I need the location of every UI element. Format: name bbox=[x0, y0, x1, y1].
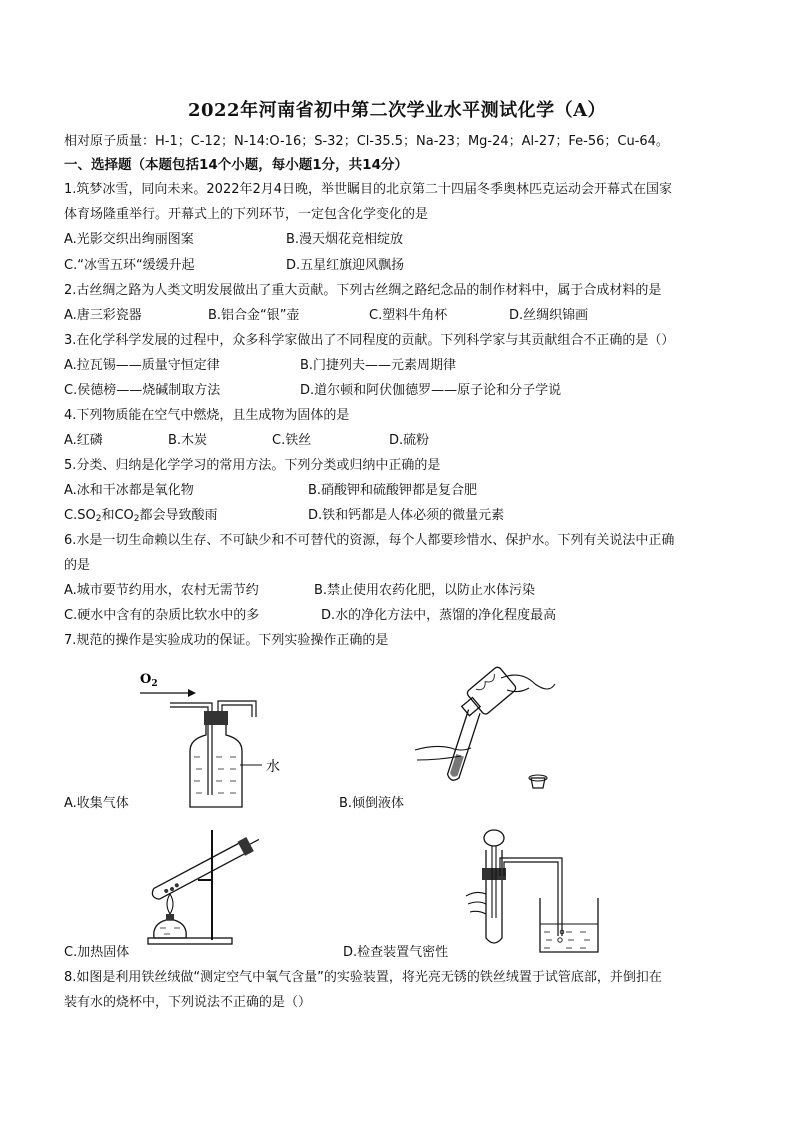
svg-text:O2: $O_2$ bbox=[140, 672, 158, 689]
q1-option-c: C.“冰雪五环“缓缓升起 bbox=[64, 258, 195, 273]
q5-stem: 5.分类、归纳是化学学习的常用方法。下列分类或归纳中正确的是 bbox=[64, 458, 441, 473]
q3-option-a: A.拉瓦锡——质量守恒定律 bbox=[64, 358, 220, 373]
section-heading: 一、选择题（本题包括14个小题，每小题1分，共14分） bbox=[64, 157, 408, 173]
q4-option-d: D.硫粉 bbox=[389, 433, 430, 448]
page-title: 2022年河南省初中第二次学业水平测试化学（A） bbox=[187, 100, 607, 121]
q8-stem-line2: 装有水的烧杯中，下列说法不正确的是（） bbox=[64, 995, 312, 1010]
q2-option-b: B.铝合金“银”壶 bbox=[208, 308, 300, 323]
q2-option-a: A.唐三彩瓷器 bbox=[64, 308, 142, 323]
q1-option-b: B.漫天烟花竞相绽放 bbox=[286, 232, 404, 247]
svg-text:水: 水 bbox=[266, 759, 280, 775]
q8-stem-line1: 8.如图是利用铁丝绒做“测定空气中氧气含量”的实验装置，将光亮无锈的铁丝绒置于试管底部，并倒扣在 bbox=[64, 970, 662, 985]
q6-stem-line2: 的是 bbox=[64, 558, 91, 573]
q3-option-b: B.门捷列夫——元素周期律 bbox=[300, 358, 457, 373]
q7-option-d: D.检查装置气密性 bbox=[343, 945, 449, 960]
q1-stem-line2: 体育场隆重举行。开幕式上的下列环节，一定包含化学变化的是 bbox=[64, 207, 429, 222]
heating-solid-figure bbox=[140, 822, 280, 954]
q5-option-d: D.铁和钙都是人体必须的微量元素 bbox=[308, 508, 505, 523]
q4-stem: 4.下列物质能在空气中燃烧，且生成物为固体的是 bbox=[64, 408, 350, 423]
q1-option-a: A.光影交织出绚丽图案 bbox=[64, 232, 194, 247]
q1-stem-line1: 1.筑梦冰雪，同向未来。2022年2月4日晚，举世瞩目的北京第二十四届冬季奥林匹克运动会开幕式在国家 bbox=[64, 182, 673, 197]
q7-option-c: C.加热固体 bbox=[64, 945, 130, 960]
q6-option-a: A.城市要节约用水，农村无需节约 bbox=[64, 583, 259, 598]
q5-option-a: A.冰和干冰都是氧化物 bbox=[64, 483, 194, 498]
q7-option-a: A.收集气体 bbox=[64, 796, 129, 811]
q2-option-d: D.丝绸织锦画 bbox=[509, 308, 589, 323]
q3-option-c: C.侯德榜——烧碱制取方法 bbox=[64, 383, 221, 398]
q6-stem-line1: 6.水是一切生命赖以生存、不可缺少和不可替代的资源，每个人都要珍惜水、保护水。下列有关说法中正确 bbox=[64, 533, 675, 548]
pouring-liquid-figure bbox=[405, 660, 575, 800]
q4-option-c: C.铁丝 bbox=[272, 433, 312, 448]
airtightness-check-figure bbox=[460, 828, 610, 958]
q3-option-d: D.道尔顿和阿伏伽德罗——原子论和分子学说 bbox=[300, 383, 562, 398]
q6-option-c: C.硬水中含有的杂质比软水中的多 bbox=[64, 608, 260, 623]
q4-option-a: A.红磷 bbox=[64, 433, 103, 448]
atomic-masses: 相对原子质量：H-1；C-12；N-14:O-16；S-32；Cl-35.5；Na-23；Mg-24；Al-27；Fe-56；Cu-64。 bbox=[64, 134, 669, 149]
q2-stem: 2.古丝绸之路为人类文明发展做出了重大贡献。下列古丝绸之路纪念品的制作材料中，属于合成材料的是 bbox=[64, 283, 662, 298]
gas-collection-figure bbox=[130, 665, 300, 815]
q6-option-b: B.禁止使用农药化肥，以防止水体污染 bbox=[314, 583, 536, 598]
q2-option-c: C.塑料牛角杯 bbox=[369, 308, 448, 323]
q7-stem: 7.规范的操作是实验成功的保证。下列实验操作正确的是 bbox=[64, 633, 389, 648]
q5-option-b: B.硝酸钾和硫酸钾都是复合肥 bbox=[308, 483, 478, 498]
q6-option-d: D.水的净化方法中，蒸馏的净化程度最高 bbox=[321, 608, 557, 623]
q5-option-c: $C.SO_2$和$CO_2$都会导致酸雨 bbox=[64, 508, 218, 524]
q1-option-d: D.五星红旗迎风飘扬 bbox=[286, 258, 405, 273]
q3-stem: 3.在化学科学发展的过程中，众多科学家做出了不同程度的贡献。下列科学家与其贡献组合不正确的是（） bbox=[64, 333, 675, 348]
q7-option-b: B.倾倒液体 bbox=[339, 796, 405, 811]
q4-option-b: B.木炭 bbox=[168, 433, 208, 448]
